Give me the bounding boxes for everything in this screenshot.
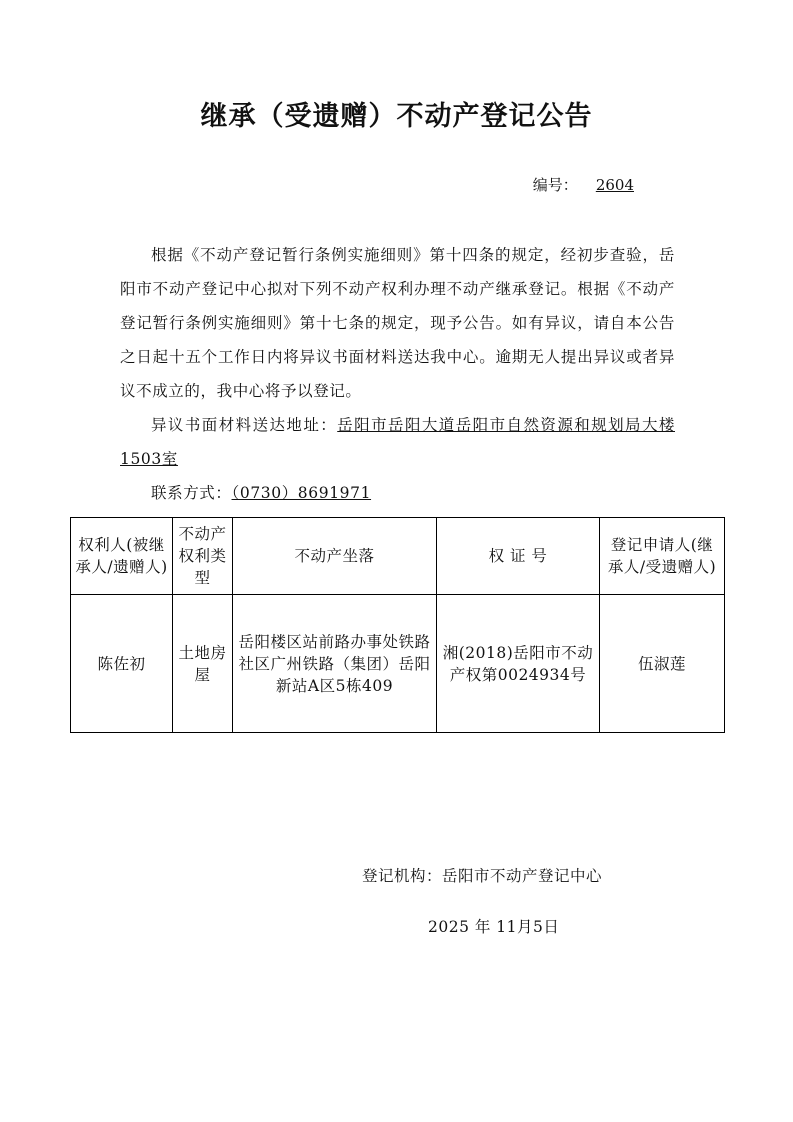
authority-label: 登记机构： bbox=[362, 867, 443, 885]
page-title: 继承（受遗赠）不动产登记公告 bbox=[200, 101, 593, 132]
cell-right-type: 土地房屋 bbox=[173, 595, 233, 733]
notice-body bbox=[120, 238, 675, 510]
table-header-row bbox=[71, 518, 725, 595]
header-right-holder: 权利人(被继承人/遗赠人) bbox=[71, 518, 173, 595]
registration-authority bbox=[362, 864, 602, 886]
header-location: 不动产坐落 bbox=[233, 518, 437, 595]
cell-certificate-no: 湘(2018)岳阳市不动产权第0024934号 bbox=[437, 595, 600, 733]
property-table-wrap bbox=[70, 517, 725, 733]
property-table bbox=[70, 517, 725, 733]
header-right-type: 不动产权利类型 bbox=[173, 518, 233, 595]
cell-applicant: 伍淑莲 bbox=[600, 595, 725, 733]
authority-value: 岳阳市不动产登记中心 bbox=[442, 867, 603, 885]
header-applicant: 登记申请人(继承人/受遗赠人) bbox=[600, 518, 725, 595]
document-number bbox=[533, 174, 634, 195]
cell-location: 岳阳楼区站前路办事处铁路社区广州铁路（集团）岳阳新站A区5栋409 bbox=[233, 595, 437, 733]
header-certificate-no: 权 证 号 bbox=[437, 518, 600, 595]
document-number-label: 编号： bbox=[532, 176, 578, 194]
table-row bbox=[71, 595, 725, 733]
notice-date: 2025 年 11月5日 bbox=[428, 918, 560, 936]
document-number-value: 2604 bbox=[595, 176, 634, 194]
contact-info bbox=[120, 476, 675, 510]
cell-right-holder: 陈佐初 bbox=[71, 595, 173, 733]
contact-label: 联系方式： bbox=[151, 484, 232, 502]
address-label: 异议书面材料送达地址： bbox=[151, 416, 338, 434]
notice-paragraph: 根据《不动产登记暂行条例实施细则》第十四条的规定，经初步查验，岳阳市不动产登记中心拟对下列不动产权利办理不动产继承登记。根据《不动产登记暂行条例实施细则》第十七条的规定，现予公告。如有异议，请自本公告之日起十五个工作日内将异议书面材料送达我中心。逾期无人提出异议或者异议不成立的，我中心将予以登记。 bbox=[120, 246, 675, 400]
contact-value: （0730）8691971 bbox=[231, 484, 372, 502]
objection-address bbox=[120, 408, 675, 476]
address-value: 岳阳市岳阳大道岳阳市自然资源和规划局大楼1503室 bbox=[120, 416, 675, 468]
